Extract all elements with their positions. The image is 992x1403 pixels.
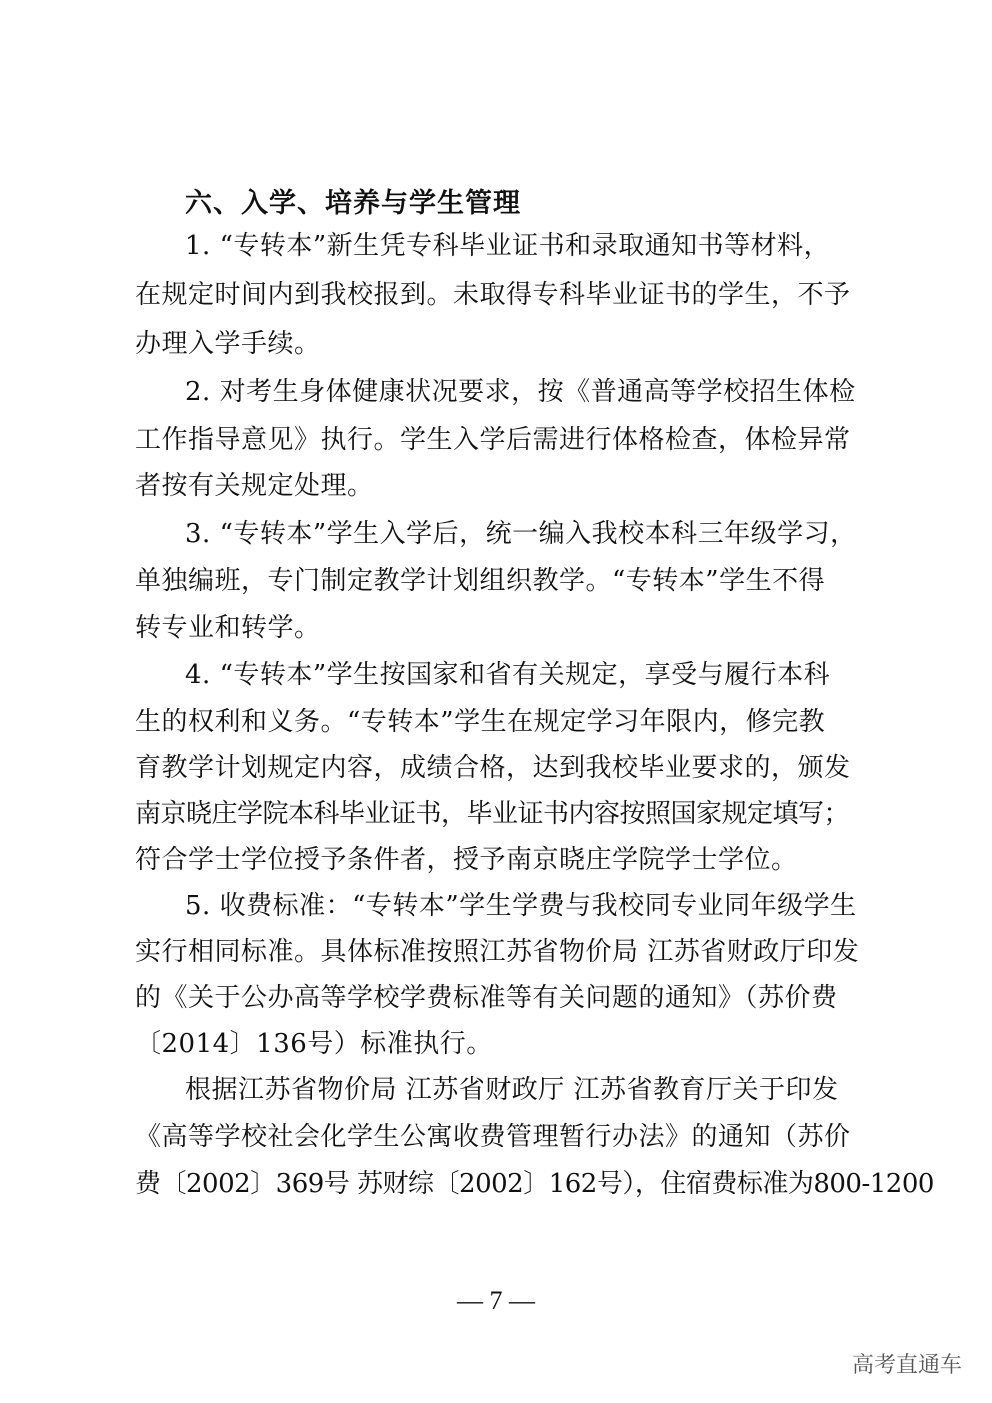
body-line: 1. “专转本”新生凭专科毕业证书和录取通知书等材料， xyxy=(185,231,831,261)
body-line: 单独编班，专门制定教学计划组织教学。“专转本”学生不得 xyxy=(135,566,826,596)
body-line: 〔2014〕136号）标准执行。 xyxy=(135,1029,493,1059)
body-line: 转专业和转学。 xyxy=(135,613,321,643)
body-line: 者按有关规定处理。 xyxy=(135,471,374,501)
body-line: 办理入学手续。 xyxy=(135,329,321,359)
body-line: 2. 对考生身体健康状况要求，按《普通高等学校招生体检 xyxy=(185,377,856,407)
section-heading: 六、入学、培养与学生管理 xyxy=(185,188,521,219)
body-line: 生的权利和义务。“专转本”学生在规定学习年限内，修完教 xyxy=(135,707,826,737)
body-line: 的《关于公办高等学校学费标准等有关问题的通知》（苏价费 xyxy=(135,983,838,1013)
body-line: 育教学计划规定内容，成绩合格，达到我校毕业要求的，颁发 xyxy=(135,753,851,783)
body-line: 5. 收费标准：“专转本”学生学费与我校同专业同年级学生 xyxy=(185,891,857,921)
body-line: 符合学士学位授予条件者，授予南京晓庄学院学士学位。 xyxy=(135,845,798,875)
body-line: 工作指导意见》执行。学生入学后需进行体格检查，体检异常 xyxy=(135,425,851,455)
page-number: — 7 — xyxy=(457,1286,535,1315)
watermark-text: 高考直通车 xyxy=(851,1353,962,1378)
body-line: 根据江苏省物价局 江苏省财政厅 江苏省教育厅关于印发 xyxy=(185,1075,839,1105)
body-line: 南京晓庄学院本科毕业证书，毕业证书内容按照国家规定填写； xyxy=(135,799,850,829)
body-line: 3. “专转本”学生入学后，统一编入我校本科三年级学习， xyxy=(185,519,857,549)
body-line: 费〔2002〕369号 苏财综〔2002〕162号），住宿费标准为800-1200 xyxy=(135,1169,934,1199)
body-line: 《高等学校社会化学生公寓收费管理暂行办法》的通知（苏价 xyxy=(135,1122,851,1152)
body-line: 在规定时间内到我校报到。未取得专科毕业证书的学生，不予 xyxy=(135,280,851,310)
body-line: 4. “专转本”学生按国家和省有关规定，享受与履行本科 xyxy=(185,660,831,690)
body-line: 实行相同标准。具体标准按照江苏省物价局 江苏省财政厅印发 xyxy=(135,937,860,967)
